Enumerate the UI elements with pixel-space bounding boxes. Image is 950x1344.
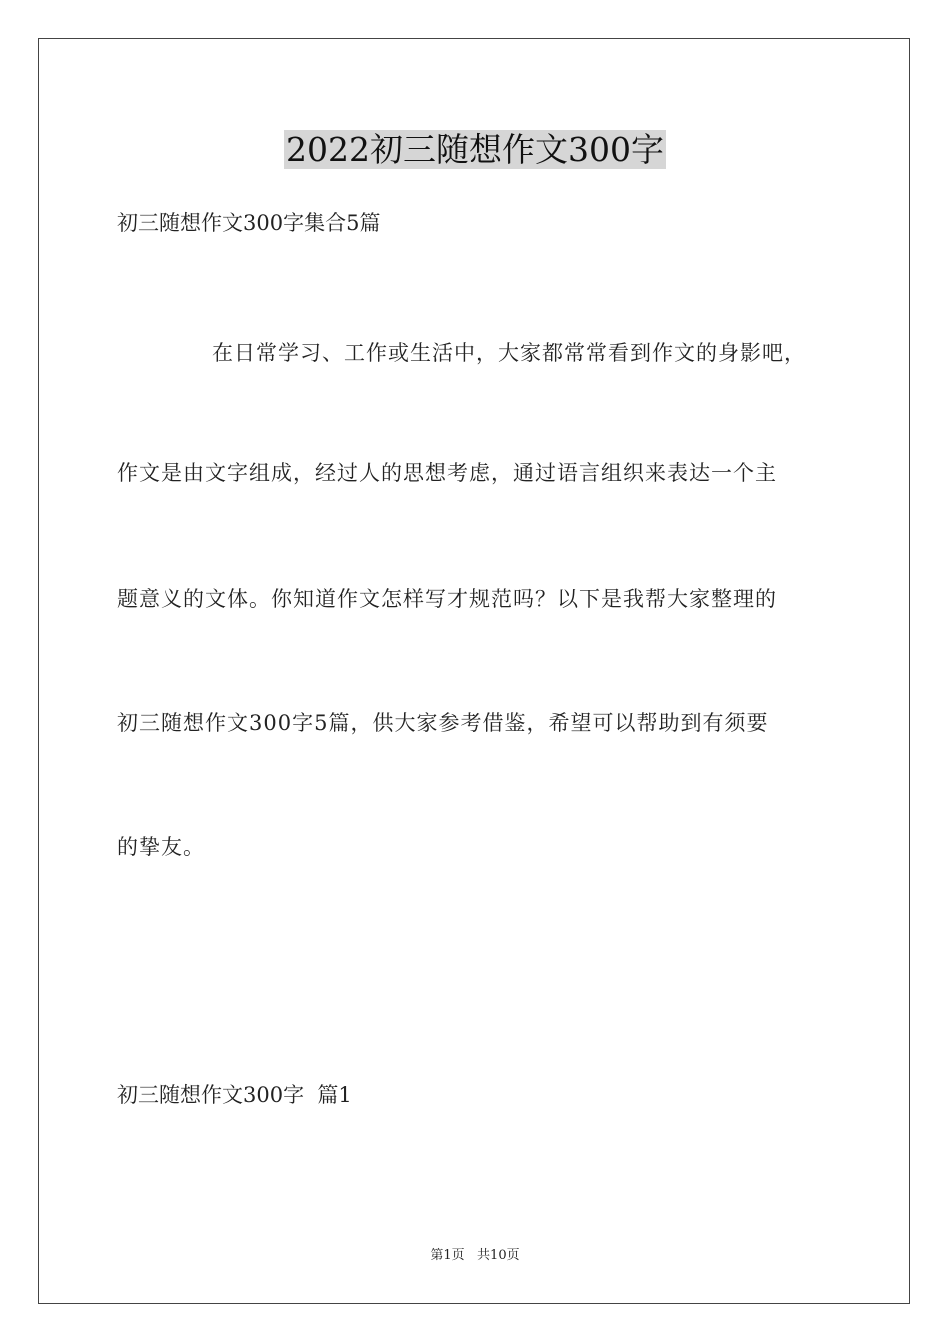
intro-line-3: 题意义的文体。你知道作文怎样写才规范吗？以下是我帮大家整理的 [117, 587, 777, 611]
intro-line-4: 初三随想作文300字5篇，供大家参考借鉴，希望可以帮助到有须要 [117, 711, 769, 735]
document-title-text: 2022初三随想作文300字 [286, 130, 664, 169]
document-title [0, 128, 950, 172]
section-heading: 初三随想作文300字 篇1 [117, 1083, 352, 1107]
page-footer: 第1页 共10页 [430, 1248, 520, 1263]
intro-line-1: 在日常学习、工作或生活中，大家都常常看到作文的身影吧， [212, 341, 806, 365]
document-subtitle: 初三随想作文300字集合5篇 [117, 211, 381, 235]
intro-line-5: 的挚友。 [117, 835, 205, 859]
intro-line-2: 作文是由文字组成，经过人的思想考虑，通过语言组织来表达一个主 [117, 461, 777, 485]
